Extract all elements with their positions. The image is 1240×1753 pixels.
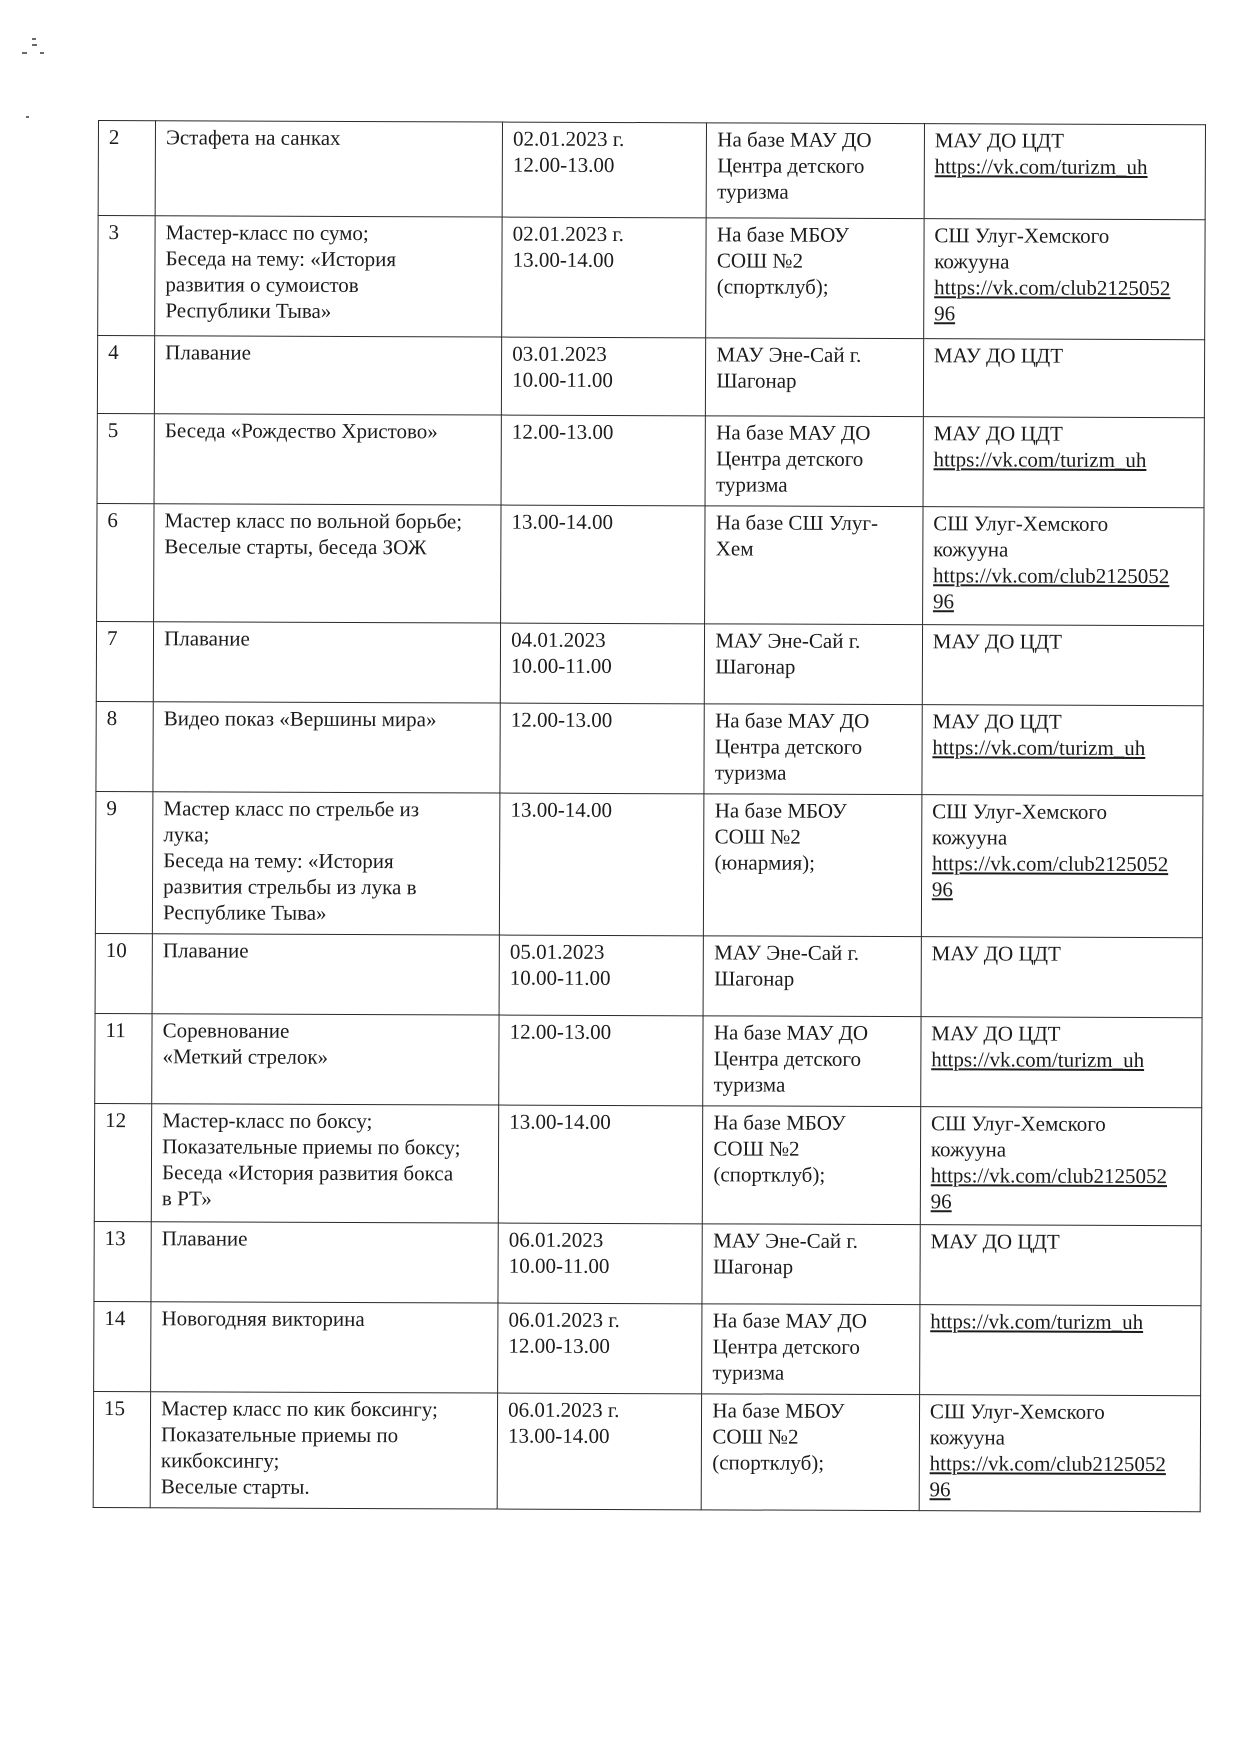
venue-cell: На базе МБОУ СОШ №2 (юнармия);	[704, 794, 922, 937]
venue-cell: На базе МАУ ДО Центра детского туризма	[705, 416, 923, 507]
table-row	[98, 121, 1205, 220]
event-cell: Мастер класс по кик боксингу; Показательные приемы по кикбоксингу; Веселые старты.	[150, 1392, 497, 1509]
table-row	[95, 1013, 1202, 1107]
venue-cell: На базе МАУ ДО Центра детского туризма	[703, 1016, 921, 1107]
row-number-cell: 3	[98, 216, 156, 336]
row-number-cell: 7	[96, 621, 153, 701]
venue-cell: МАУ Эне-Сай г. Шагонар	[702, 1224, 920, 1305]
vk-link[interactable]: https://vk.com/club2125052 96	[934, 275, 1171, 326]
vk-link[interactable]: https://vk.com/turizm_uh	[931, 1047, 1145, 1073]
organizer-cell	[923, 417, 1205, 508]
date-time-cell: 06.01.2023 г. 13.00-14.00	[497, 1393, 702, 1510]
organizer-cell	[919, 1305, 1201, 1396]
organizer-name: МАУ ДО ЦДТ	[932, 709, 1062, 734]
vk-link[interactable]: https://vk.com/turizm_uh	[932, 735, 1146, 761]
scan-artifact-marks	[18, 38, 58, 138]
vk-link[interactable]: https://vk.com/turizm_uh	[930, 1309, 1144, 1335]
row-number-cell: 6	[97, 503, 155, 621]
table-row	[94, 1221, 1201, 1305]
vk-link[interactable]: https://vk.com/club2125052 96	[930, 1163, 1168, 1214]
venue-cell: На базе СШ Улуг- Хем	[705, 506, 923, 625]
date-time-cell: 03.01.2023 10.00-11.00	[501, 337, 706, 416]
row-number-cell: 10	[95, 933, 152, 1013]
row-number-cell: 15	[93, 1391, 151, 1507]
event-cell: Мастер класс по вольной борьбе; Веселые старты, беседа ЗОЖ	[154, 504, 501, 623]
event-cell: Видео показ «Вершины мира»	[153, 702, 500, 793]
table-row	[95, 791, 1203, 937]
row-number-cell: 2	[98, 121, 155, 216]
organizer-name: МАУ ДО ЦДТ	[931, 1021, 1061, 1046]
venue-cell: На базе МАУ ДО Центра детского туризма	[702, 1304, 920, 1395]
venue-cell: На базе МАУ ДО Центра детского туризма	[704, 704, 922, 795]
date-time-cell: 13.00-14.00	[498, 1105, 703, 1224]
organizer-cell	[922, 507, 1204, 626]
vk-link[interactable]: https://vk.com/club2125052 96	[932, 563, 1170, 614]
organizer-name: МАУ ДО ЦДТ	[932, 629, 1063, 654]
organizer-name: СШ Улуг-Хемского кожууна	[933, 511, 1109, 562]
date-time-cell: 02.01.2023 г. 13.00-14.00	[502, 217, 707, 338]
organizer-name: СШ Улуг-Хемского кожууна	[934, 223, 1110, 274]
table-row	[96, 701, 1203, 795]
row-number-cell: 11	[95, 1013, 152, 1103]
organizer-cell	[920, 1107, 1202, 1226]
organizer-cell	[921, 1017, 1203, 1108]
date-time-cell: 06.01.2023 г. 12.00-13.00	[498, 1303, 703, 1394]
organizer-name: МАУ ДО ЦДТ	[930, 1229, 1060, 1254]
venue-cell: МАУ Эне-Сай г. Шагонар	[705, 624, 923, 705]
row-number-cell: 4	[97, 336, 154, 414]
event-cell: Плавание	[154, 336, 501, 415]
table-row	[94, 1301, 1201, 1395]
venue-cell: МАУ Эне-Сай г. Шагонар	[706, 338, 924, 417]
organizer-name: МАУ ДО ЦДТ	[931, 941, 1061, 966]
organizer-cell	[921, 937, 1202, 1018]
venue-cell: На базе МБОУ СОШ №2 (спортклуб);	[703, 1106, 921, 1225]
organizer-name: СШ Улуг-Хемского кожууна	[932, 799, 1108, 850]
event-cell: Эстафета на санках	[155, 121, 502, 217]
vk-link[interactable]: https://vk.com/turizm_uh	[934, 154, 1148, 180]
venue-cell: На базе МБОУ СОШ №2 (спортклуб);	[706, 218, 924, 339]
date-time-cell: 12.00-13.00	[500, 703, 705, 794]
date-time-cell: 06.01.2023 10.00-11.00	[498, 1223, 703, 1304]
table-row	[97, 413, 1204, 507]
venue-cell: На базе МБОУ СОШ №2 (спортклуб);	[702, 1394, 920, 1511]
document-page	[93, 120, 1206, 1512]
date-time-cell: 02.01.2023 г. 12.00-13.00	[502, 122, 707, 218]
event-cell: Плавание	[152, 934, 499, 1015]
date-time-cell: 13.00-14.00	[499, 793, 704, 936]
table-row	[94, 1103, 1201, 1225]
row-number-cell: 14	[94, 1301, 151, 1391]
row-number-cell: 5	[97, 413, 154, 503]
event-cell: Плавание	[153, 622, 500, 703]
event-cell: Новогодняя викторина	[151, 1302, 498, 1393]
organizer-cell	[924, 124, 1206, 220]
table-row	[96, 621, 1203, 705]
organizer-name: МАУ ДО ЦДТ	[934, 128, 1064, 153]
organizer-name: МАУ ДО ЦДТ	[933, 421, 1063, 446]
event-cell: Беседа «Рождество Христово»	[154, 414, 501, 505]
date-time-cell: 13.00-14.00	[501, 505, 706, 624]
table-row	[97, 503, 1204, 625]
schedule-table	[93, 120, 1206, 1512]
venue-cell: МАУ Эне-Сай г. Шагонар	[703, 936, 921, 1017]
venue-cell: На базе МАУ ДО Центра детского туризма	[707, 123, 925, 219]
organizer-cell	[921, 795, 1203, 938]
table-row	[97, 336, 1204, 418]
date-time-cell: 12.00-13.00	[501, 415, 706, 506]
organizer-name: СШ Улуг-Хемского кожууна	[929, 1399, 1105, 1450]
organizer-cell	[923, 219, 1205, 340]
organizer-name: МАУ ДО ЦДТ	[933, 343, 1064, 368]
event-cell: Плавание	[151, 1222, 498, 1303]
schedule-table-body	[93, 121, 1205, 1512]
row-number-cell: 9	[95, 791, 153, 933]
table-row	[93, 1391, 1200, 1511]
vk-link[interactable]: https://vk.com/club2125052 96	[929, 1451, 1166, 1502]
organizer-name: СШ Улуг-Хемского кожууна	[930, 1111, 1106, 1162]
date-time-cell: 12.00-13.00	[499, 1015, 704, 1106]
table-row	[95, 933, 1202, 1017]
row-number-cell: 8	[96, 701, 153, 791]
event-cell: Соревнование «Меткий стрелок»	[152, 1014, 499, 1105]
vk-link[interactable]: https://vk.com/club2125052 96	[931, 851, 1169, 902]
organizer-cell	[920, 1225, 1201, 1306]
organizer-cell	[922, 705, 1204, 796]
table-row	[98, 216, 1205, 340]
date-time-cell: 04.01.2023 10.00-11.00	[500, 623, 705, 704]
event-cell: Мастер-класс по сумо; Беседа на тему: «История развития о сумоистов Республики Тыва»	[155, 216, 502, 337]
row-number-cell: 13	[94, 1221, 151, 1301]
organizer-cell	[923, 339, 1204, 418]
organizer-cell	[919, 1395, 1201, 1512]
event-cell: Мастер класс по стрельбе из лука; Беседа на тему: «История развития стрельбы из лука в Республике Тыва»	[152, 792, 500, 935]
vk-link[interactable]: https://vk.com/turizm_uh	[933, 447, 1147, 473]
date-time-cell: 05.01.2023 10.00-11.00	[499, 935, 704, 1016]
organizer-cell	[922, 625, 1203, 706]
row-number-cell: 12	[94, 1103, 152, 1221]
event-cell: Мастер-класс по боксу; Показательные приемы по боксу; Беседа «История развития бокса в РТ»	[151, 1104, 498, 1223]
